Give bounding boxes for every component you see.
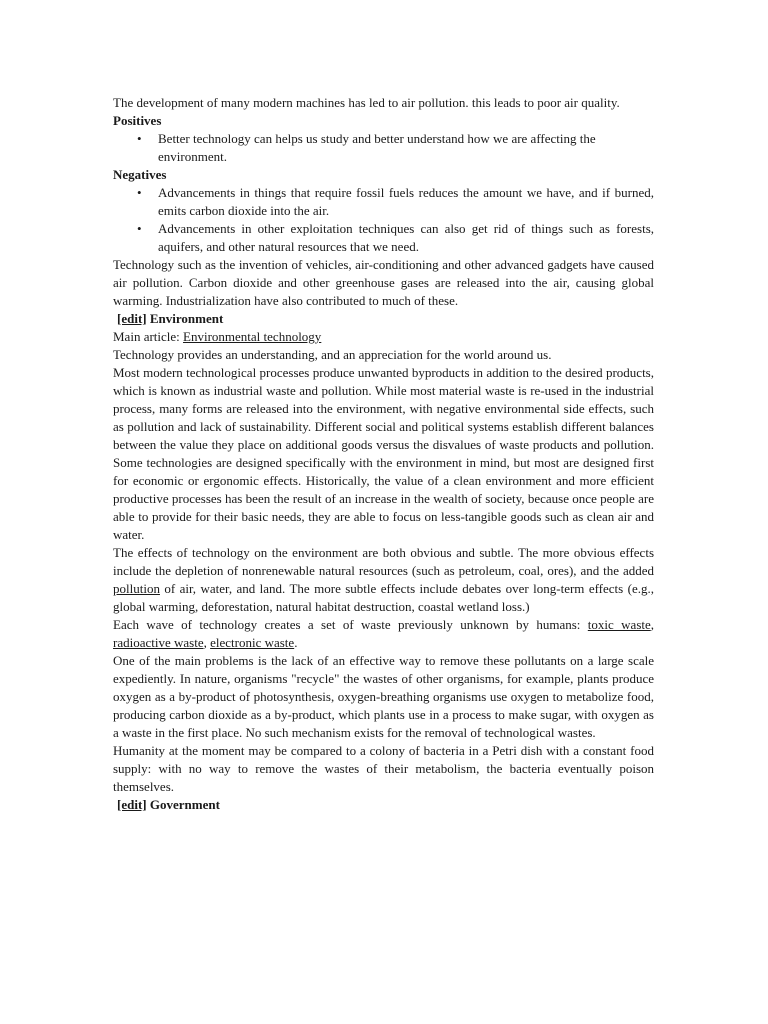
positives-list	[113, 130, 654, 166]
text-run: .	[294, 635, 298, 650]
edit-link[interactable]: [edit]	[117, 311, 147, 326]
section-heading-environment	[113, 310, 654, 328]
paragraph	[113, 616, 654, 652]
list-item: • Better technology can helps us study and better understand how we are affecting the environment.	[113, 130, 654, 166]
document-page	[113, 94, 654, 814]
pollution-link[interactable]: pollution	[113, 581, 160, 596]
environmental-technology-link[interactable]: Environmental technology	[183, 329, 322, 344]
text-run: ,	[650, 617, 655, 632]
technology-paragraph: Technology such as the invention of vehicles, air-conditioning and other advanced gadgets have caused air pollution. Carbon dioxide and other greenhouse gases are released into the air, causing global warming. Industrialization have also contributed to much of these.	[113, 257, 654, 308]
positives-heading: Positives	[113, 113, 162, 128]
negatives-heading: Negatives	[113, 167, 167, 182]
edit-link[interactable]: [edit]	[117, 797, 147, 812]
section-title: Environment	[149, 311, 224, 326]
text-run: ,	[203, 635, 211, 650]
electronic-waste-link[interactable]: electronic waste	[210, 635, 295, 650]
intro-paragraph: The development of many modern machines has led to air pollution. this leads to poor air quality.	[113, 95, 620, 110]
paragraph: One of the main problems is the lack of an effective way to remove these pollutants on a large scale expediently. In nature, organisms "recycle" the wastes of other organisms, for example, plants produce oxygen as a by-product of photosynthesis, oxygen-breathing organisms use oxygen to metabolize food, producing carbon dioxide as a by-product, which plants use in a process to make sugar, with oxygen as a waste in the first place. No such mechanism exists for the removal of technological wastes.	[113, 653, 654, 740]
radioactive-waste-link[interactable]: radioactive waste	[113, 635, 204, 650]
list-item: • Advancements in other exploitation techniques can also get rid of things such as forests, aquifers, and other natural resources that we need.	[113, 220, 654, 256]
paragraph: Humanity at the moment may be compared to a colony of bacteria in a Petri dish with a constant food supply: with no way to remove the wastes of their metabolism, the bacteria eventually poison themselves.	[113, 743, 654, 794]
paragraph	[113, 544, 654, 616]
section-heading-government	[113, 796, 654, 814]
main-article-line	[113, 328, 654, 346]
text-run: The effects of technology on the environment are both obvious and subtle. The more obvious effects include the depletion of nonrenewable natural resources (such as petroleum, coal, ores), and the added	[113, 545, 654, 578]
paragraph: Technology provides an understanding, and an appreciation for the world around us.	[113, 347, 552, 362]
text-run: of air, water, and land. The more subtle effects include debates over long-term effects (e.g., global warming, deforestation, natural habitat destruction, coastal wetland loss.)	[113, 581, 654, 614]
negatives-list	[113, 184, 654, 256]
text-run: Each wave of technology creates a set of waste previously unknown by humans:	[113, 617, 588, 632]
main-article-prefix: Main article:	[113, 329, 184, 344]
section-title: Government	[149, 797, 220, 812]
paragraph: Most modern technological processes produce unwanted byproducts in addition to the desired products, which is known as industrial waste and pollution. While most material waste is re-used in the industrial process, many forms are released into the environment, with negative environmental side effects, such as pollution and lack of sustainability. Different social and political systems establish different balances between the value they place on additional goods versus the disvalues of waste products and pollution. Some technologies are designed specifically with the environment in mind, but most are designed first for economic or ergonomic effects. Historically, the value of a clean environment and more efficient productive processes has been the result of an increase in the wealth of society, because once people are able to provide for their basic needs, they are able to focus on less-tangible goods such as clean air and water.	[113, 365, 654, 542]
toxic-waste-link[interactable]: toxic waste	[587, 617, 651, 632]
list-item: • Advancements in things that require fossil fuels reduces the amount we have, and if burned, emits carbon dioxide into the air.	[113, 184, 654, 220]
